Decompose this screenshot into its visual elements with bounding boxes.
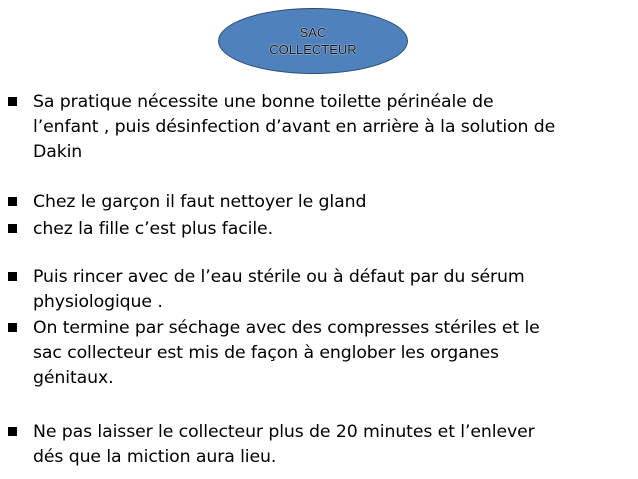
bullet-text: Ne pas laisser le collecteur plus de 20 minutes et l’enlever dés que la miction aura lieu. — [33, 422, 535, 467]
title-ellipse — [218, 8, 408, 74]
square-bullet-icon — [8, 272, 17, 281]
bullet-item — [8, 90, 555, 165]
bullet-text: On termine par séchage avec des compresses stériles et le sac collecteur est mis de façon à englober les organes génitaux. — [33, 318, 540, 388]
bullet-text: Chez le garçon il faut nettoyer le gland — [33, 192, 367, 212]
square-bullet-icon — [8, 224, 17, 233]
title-line-2: COLLECTEUR — [269, 42, 357, 57]
bullet-item — [8, 316, 540, 391]
square-bullet-icon — [8, 197, 17, 206]
square-bullet-icon — [8, 97, 17, 106]
bullet-item — [8, 190, 366, 215]
bullet-item — [8, 217, 273, 242]
square-bullet-icon — [8, 323, 17, 332]
square-bullet-icon — [8, 427, 17, 436]
bullet-item — [8, 265, 525, 315]
title-line-1: SAC — [299, 25, 327, 40]
bullet-text: Puis rincer avec de l’eau stérile ou à défaut par du sérum physiologique . — [33, 267, 525, 312]
bullet-text: chez la fille c’est plus facile. — [33, 219, 273, 239]
bullet-text: Sa pratique nécessite une bonne toilette périnéale de l’enfant , puis désinfection d’avant en arrière à la solution de Dakin — [33, 92, 556, 162]
bullet-item — [8, 420, 535, 470]
